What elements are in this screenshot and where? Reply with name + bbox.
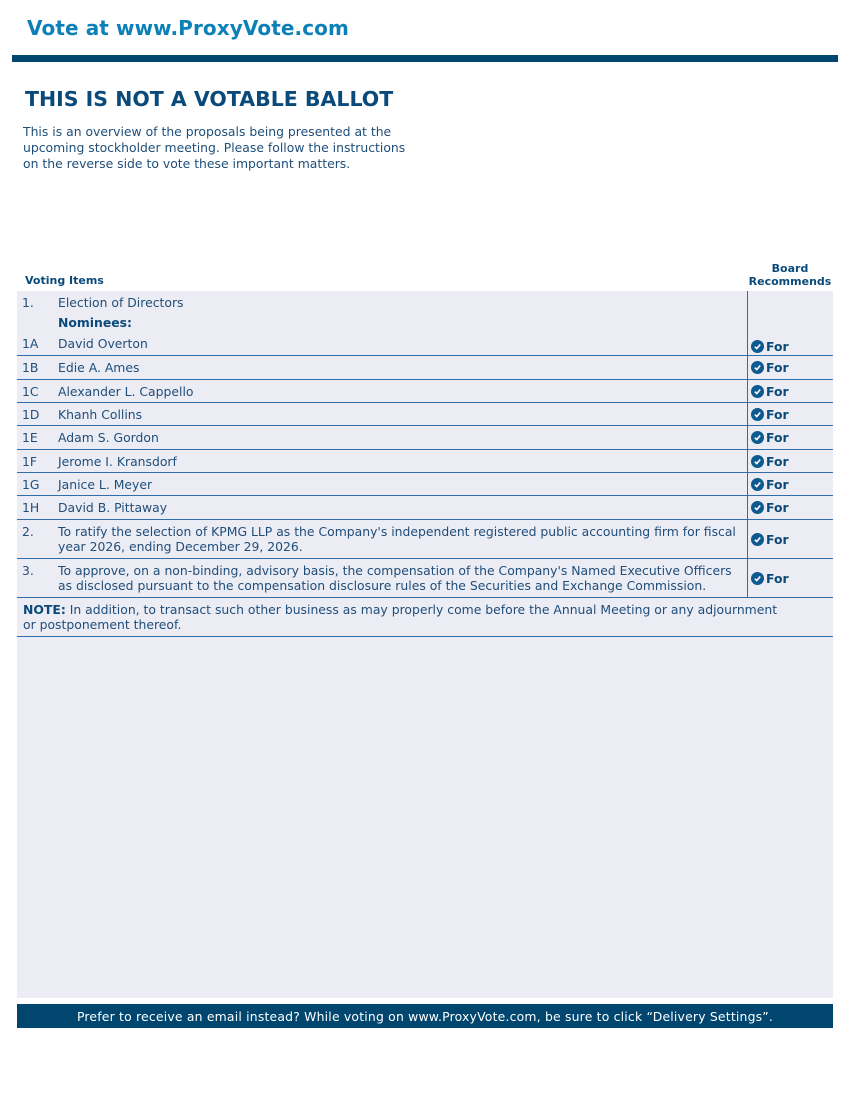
recommendation-label: For: [766, 454, 789, 469]
board-recommends-header: [748, 262, 832, 288]
recommendation: [751, 571, 789, 586]
board-recommends-line2: Recommends: [748, 275, 832, 288]
nominee-id: 1G: [22, 477, 40, 492]
check-circle-icon: [751, 408, 764, 421]
nominee-name: Khanh Collins: [58, 407, 143, 422]
board-recommends-line1: Board: [771, 262, 809, 275]
nominee-id: 1C: [22, 384, 39, 399]
recommendation: [751, 339, 789, 354]
nominee-name: Jerome I. Kransdorf: [58, 454, 177, 469]
nominee-row: [17, 403, 833, 426]
header-divider: [12, 55, 838, 62]
proposal-title: Election of Directors: [58, 295, 184, 310]
nominee-row: [17, 426, 833, 450]
nominee-row: [17, 496, 833, 520]
check-circle-icon: [751, 361, 764, 374]
check-circle-icon: [751, 501, 764, 514]
nominee-name: David Overton: [58, 336, 148, 351]
recommendation: [751, 477, 789, 492]
proposal-2-row: [17, 520, 833, 559]
recommendation: [751, 360, 789, 375]
proposal-number: 1.: [22, 295, 34, 310]
recommendation-label: For: [766, 571, 789, 586]
nominee-name: Alexander L. Cappello: [58, 384, 194, 399]
recommendation-label: For: [766, 430, 789, 445]
recommendation: [751, 500, 789, 515]
note-label: NOTE:: [23, 602, 66, 617]
footer-text: Prefer to receive an email instead? While voting on www.ProxyVote.com, be sure to click “Delivery Settings”.: [76, 1008, 774, 1024]
check-circle-icon: [751, 533, 764, 546]
recommendation: [751, 407, 789, 422]
voting-items-header: Voting Items: [25, 274, 104, 287]
proposal-1-row: [17, 291, 833, 356]
recommendation-label: For: [766, 500, 789, 515]
recommendation-label: For: [766, 477, 789, 492]
check-circle-icon: [751, 572, 764, 585]
nominee-id: 1D: [22, 407, 40, 422]
nominee-name: Janice L. Meyer: [58, 477, 153, 492]
nominees-label: Nominees:: [58, 315, 132, 330]
nominee-id: 1F: [22, 454, 38, 469]
intro-text: This is an overview of the proposals being presented at the upcoming stockholder meeting. Please follow the instructions on the reverse side to vote these important matters.: [23, 124, 406, 171]
check-circle-icon: [751, 340, 764, 353]
nominee-row: [17, 356, 833, 380]
page-title: THIS IS NOT A VOTABLE BALLOT: [25, 87, 394, 111]
nominee-row: [17, 473, 833, 496]
nominee-name: David B. Pittaway: [58, 500, 168, 515]
check-circle-icon: [751, 478, 764, 491]
recommendation-label: For: [766, 384, 789, 399]
nominee-id: 1E: [22, 430, 38, 445]
delivery-settings-banner: [17, 1004, 833, 1028]
recommendation-label: For: [766, 407, 789, 422]
nominee-name: Edie A. Ames: [58, 360, 140, 375]
nominee-id: 1A: [22, 336, 39, 351]
nominee-id: 1H: [22, 500, 40, 515]
note-paragraph: [23, 602, 783, 632]
nominee-id: 1B: [22, 360, 39, 375]
nominee-row: [17, 450, 833, 473]
check-circle-icon: [751, 455, 764, 468]
recommendation-label: For: [766, 339, 789, 354]
recommendation-label: For: [766, 360, 789, 375]
note-divider: [17, 636, 833, 637]
proposal-number: 3.: [22, 563, 34, 578]
nominee-row: [17, 380, 833, 403]
proposal-3-row: [17, 559, 833, 598]
proposal-text: To ratify the selection of KPMG LLP as the Company's independent registered public accounting firm for fiscal year 2026, ending December 29, 2026.: [58, 524, 736, 554]
nominee-name: Adam S. Gordon: [58, 430, 159, 445]
check-circle-icon: [751, 431, 764, 444]
proposal-number: 2.: [22, 524, 34, 539]
proxyvote-header-link[interactable]: Vote at www.ProxyVote.com: [27, 16, 349, 40]
check-circle-icon: [751, 385, 764, 398]
recommendation: [751, 430, 789, 445]
recommendation: [751, 454, 789, 469]
proposal-text: To approve, on a non-binding, advisory basis, the compensation of the Company's Named Executive Officers as disclosed pursuant to the compensation disclosure rules of the Securities and Exchange Commission.: [58, 563, 732, 593]
recommendation: [751, 532, 789, 547]
note-text: In addition, to transact such other business as may properly come before the Annual Meeting or any adjournment or postponement thereof.: [23, 602, 778, 632]
recommendation: [751, 384, 789, 399]
recommendation-label: For: [766, 532, 789, 547]
